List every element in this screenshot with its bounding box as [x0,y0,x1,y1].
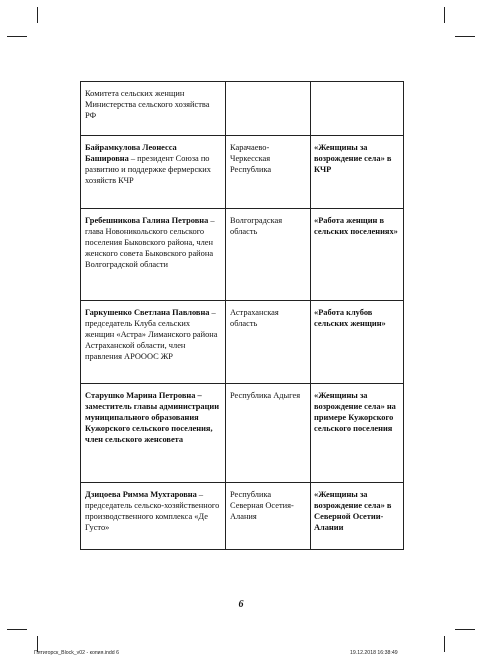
person-cell [81,384,226,483]
project-cell: «Женщины за возрождение села» в Северной Осетии-Алании [311,483,404,550]
table-row [81,384,404,483]
person-name: Байрамкулова Леонесса Башировна [85,143,177,164]
person-name: Гребешникова Галина Петровна [85,216,209,225]
crop-mark [444,7,445,23]
person-role: – председатель сельско-хозяйственного производственного комплекса «Де Густо» [85,490,220,533]
table-row [81,136,404,209]
person-cell [81,136,226,209]
region-cell: Волгоградская область [226,209,311,301]
region-cell: Карачаево-Черкесская Республика [226,136,311,209]
region-cell: Республика Адыгея [226,384,311,483]
person-role: – президент Союза по развитию и поддержке фермерских хозяйств КЧР [85,154,211,186]
crop-mark [444,636,445,652]
footer-filename: Пятигорск_Block_v02 - копия.indd 6 [34,650,119,656]
crop-mark [7,36,27,37]
crop-mark [455,629,475,630]
page-number: 6 [238,599,244,610]
table-row [81,82,404,136]
person-cell [81,301,226,384]
person-cell [81,82,226,136]
crop-mark [37,7,38,23]
person-name: Старушко Марина Петровна – заместитель главы администрации муниципального образования Кужорского сельского поселения, член сельского женсовета [85,391,220,445]
project-cell [311,82,404,136]
table-row [81,301,404,384]
table-row [81,483,404,550]
person-role: – председатель Клуба сельских женщин «Астра» Лиманского района Астраханской области, член правления АРОООС ЖР [85,308,218,362]
project-cell: «Женщины за возрождение села» на примере Кужорского сельского поселения [311,384,404,483]
crop-mark [455,36,475,37]
footer-timestamp: 19.12.2018 16:38:49 [350,650,398,656]
person-role: – глава Новоникольского сельского поселения Быковского района, член женского совета Быковского района Волгоградской области [85,216,215,270]
table-row [81,209,404,301]
person-cell [81,209,226,301]
participants-table [80,81,404,550]
person-cell [81,483,226,550]
region-cell: Астраханская область [226,301,311,384]
region-cell [226,82,311,136]
project-cell: «Работа клубов сельских женщин» [311,301,404,384]
person-role: Комитета сельских женщин Министерства сельского хозяйства РФ [85,89,210,121]
project-cell: «Работа женщин в сельских поселениях» [311,209,404,301]
person-name: Дзицоева Римма Мухтаровна [85,490,197,499]
crop-mark [7,629,27,630]
region-cell: Республика Северная Осетия-Алания [226,483,311,550]
project-cell: «Женщины за возрождение села» в КЧР [311,136,404,209]
person-name: Гаркушенко Светлана Павловна [85,308,210,317]
